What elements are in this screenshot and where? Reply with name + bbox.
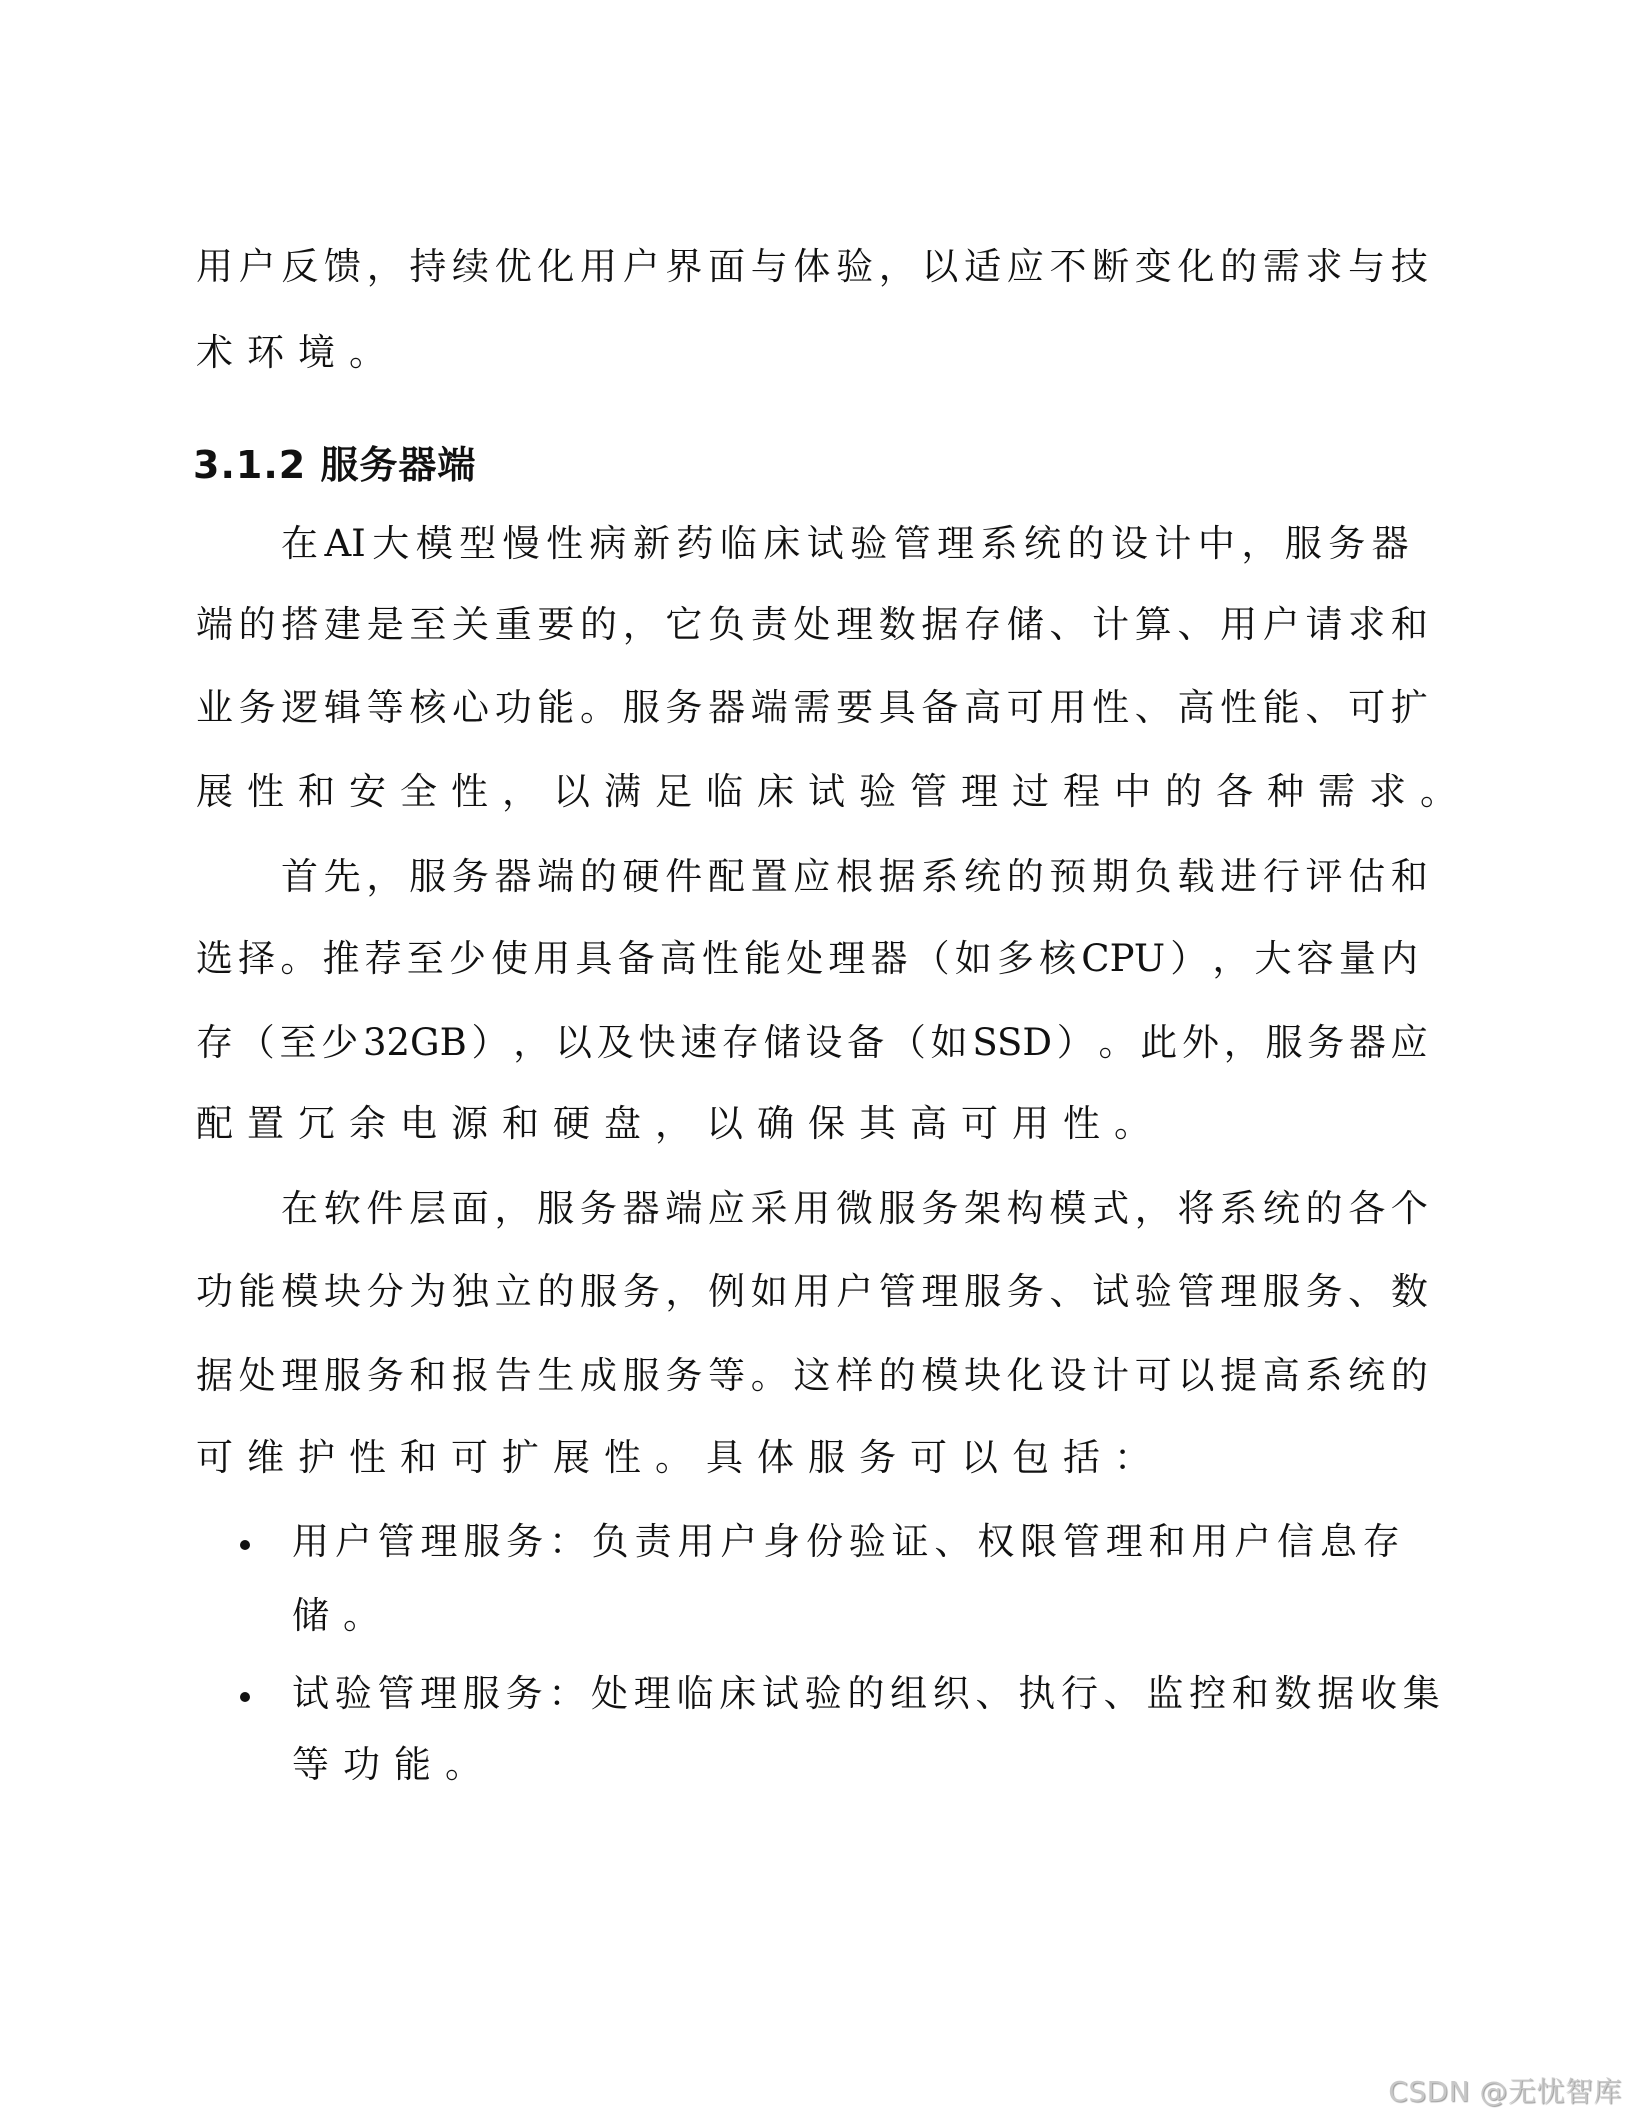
bullet-2-line-1: 试 验 管 理 服 务 ： 处 理 临 床 试 验 的 组 织 、 执 行 、 监 控 和 数 据 收 集 [292,1672,1440,1715]
bullet-1-line-1: 用 户 管 理 服 务 ： 负 责 用 户 身 份 验 证 、 权 限 管 理 和 用 户 信 息 存 [292,1520,1400,1563]
paragraph-3-line-2: 功 能 模 块 分 为 独 立 的 服 务 ， 例 如 用 户 管 理 服 务 、 试 验 管 理 服 务 、 数 [196,1270,1428,1313]
section-heading: 3.1.2 服务器端 [193,443,477,487]
csdn-watermark: CSDN @无忧智库 [1388,2075,1622,2108]
paragraph-2-line-3: 存 （ 至 少 32GB ） ， 以 及 快 速 存 储 设 备 （ 如 SSD ） 。 此 外 ， 服 务 器 应 [196,1021,1428,1064]
paragraph-3-line-1: 在 软 件 层 面 ， 服 务 器 端 应 采 用 微 服 务 架 构 模 式 ， 将 系 统 的 各 个 [281,1187,1428,1230]
paragraph-2-line-4: 配 置 冗 余 电 源 和 硬 盘 ， 以 确 保 其 高 可 用 性 。 [196,1102,1165,1145]
bullet-dot-icon [240,1540,250,1550]
bullet-2-line-2: 等 功 能 。 [292,1743,496,1786]
continuation-line-1: 用 户 反 馈 ， 持 续 优 化 用 户 界 面 与 体 验 ， 以 适 应 不 断 变 化 的 需 求 与 技 [196,245,1428,288]
paragraph-2-line-2: 选 择 。 推 荐 至 少 使 用 具 备 高 性 能 处 理 器 （ 如 多 核 CPU ） ， 大 容 量 内 [196,937,1418,980]
paragraph-3-line-4: 可 维 护 性 和 可 扩 展 性 。 具 体 服 务 可 以 包 括 ： [196,1436,1165,1479]
paragraph-2-line-1: 首 先 ， 服 务 器 端 的 硬 件 配 置 应 根 据 系 统 的 预 期 负 载 进 行 评 估 和 [281,855,1428,898]
bullet-dot-icon [240,1692,250,1702]
bullet-1-line-2: 储 。 [292,1594,394,1637]
paragraph-1-line-2: 端 的 搭 建 是 至 关 重 要 的 ， 它 负 责 处 理 数 据 存 储 、 计 算 、 用 户 请 求 和 [196,603,1428,646]
paragraph-1-line-3: 业 务 逻 辑 等 核 心 功 能 。 服 务 器 端 需 要 具 备 高 可 用 性 、 高 性 能 、 可 扩 [196,686,1428,729]
paragraph-3-line-3: 据 处 理 服 务 和 报 告 生 成 服 务 等 。 这 样 的 模 块 化 设 计 可 以 提 高 系 统 的 [196,1354,1428,1397]
paragraph-1-line-4: 展 性 和 安 全 性 ， 以 满 足 临 床 试 验 管 理 过 程 中 的 各 种 需 求 。 [196,770,1471,813]
paragraph-1-line-1: 在 AI 大 模 型 慢 性 病 新 药 临 床 试 验 管 理 系 统 的 设 计 中 ， 服 务 器 [281,522,1409,565]
continuation-line-2: 术 环 境 。 [196,331,400,374]
